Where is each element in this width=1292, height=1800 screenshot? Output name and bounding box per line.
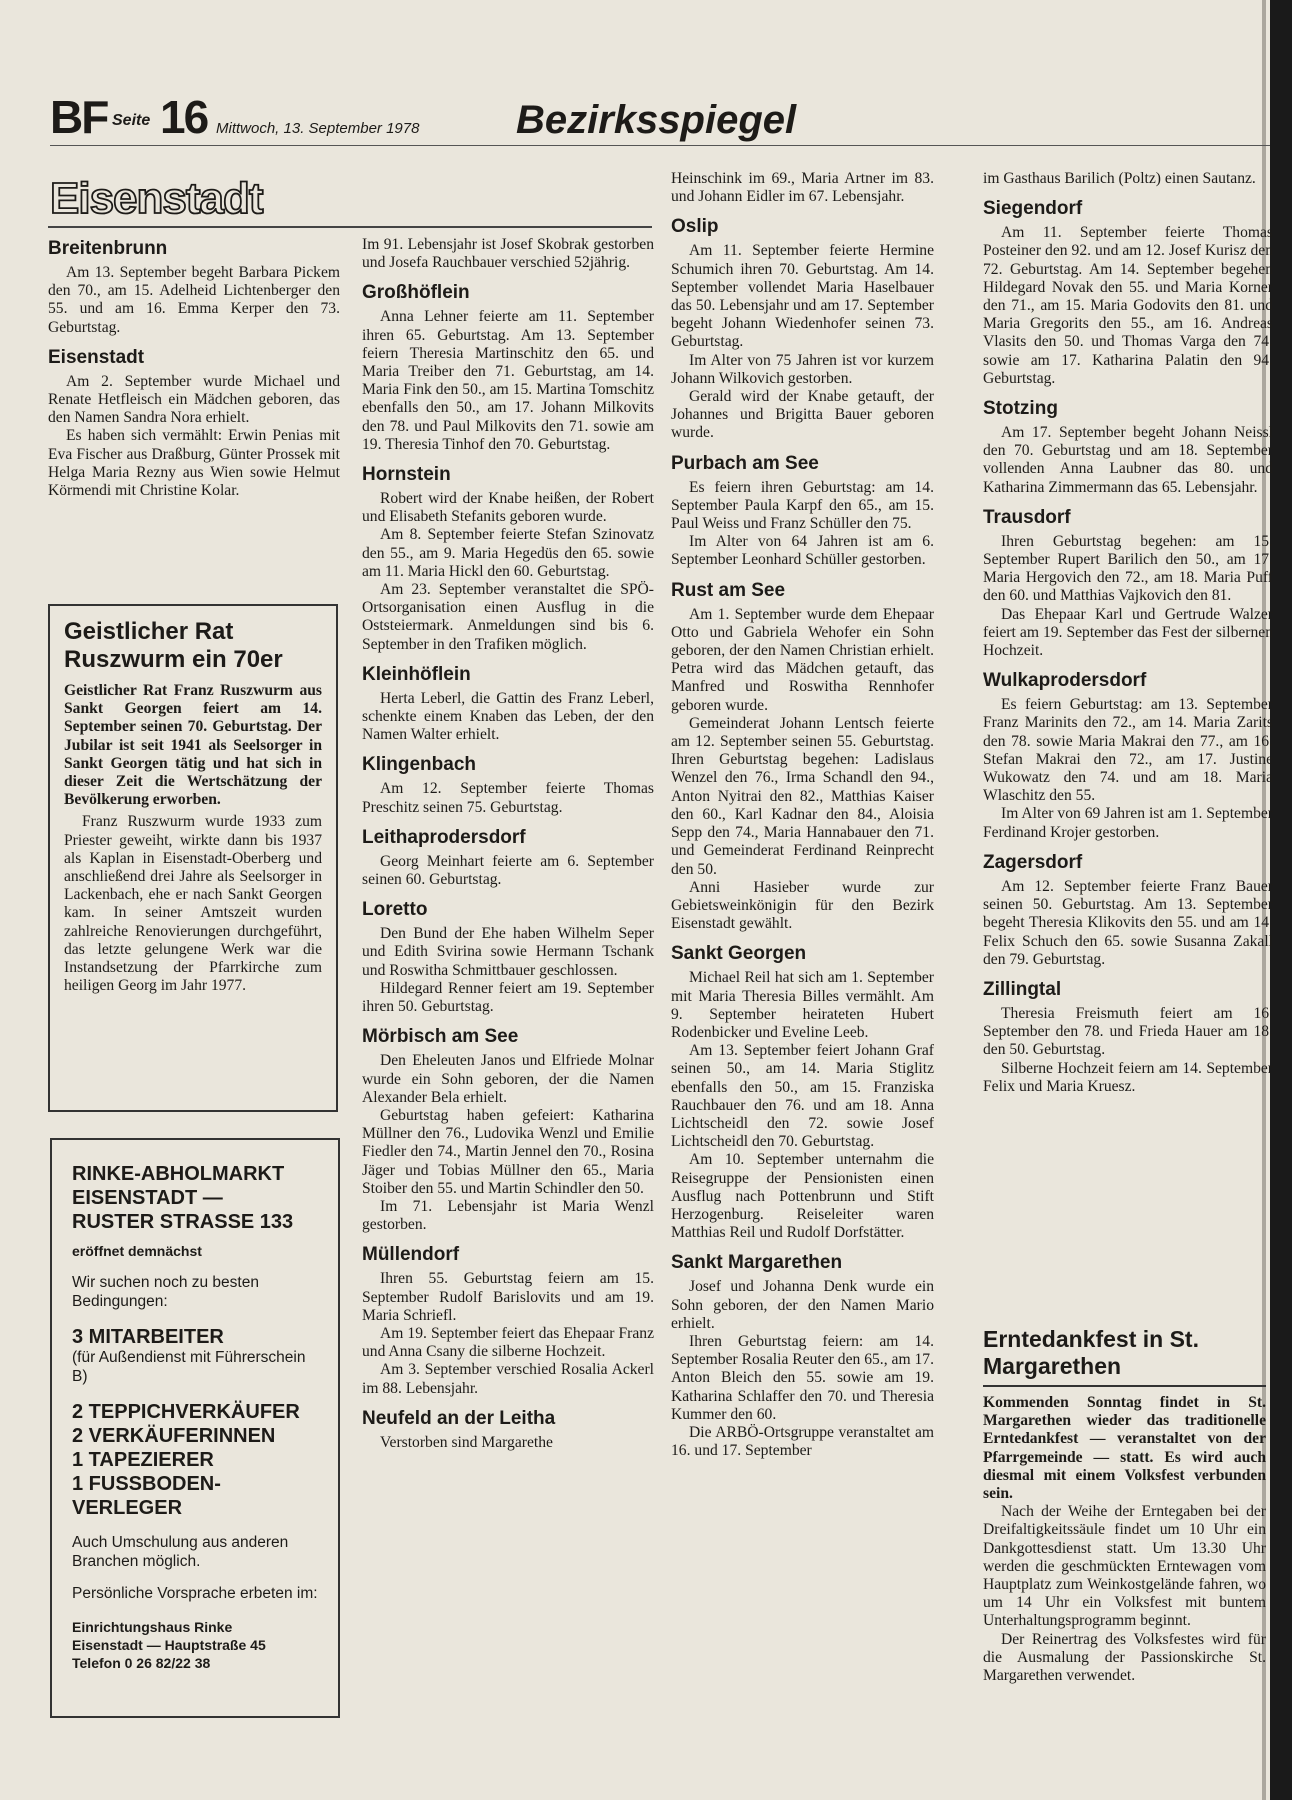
ad-title-3: RUSTER STRASSE 133 xyxy=(72,1211,294,1233)
header-rule xyxy=(50,145,1270,146)
issue-date: Mittwoch, 13. September 1978 xyxy=(216,120,420,137)
box-geistlicher-rat xyxy=(48,604,338,1112)
section-heading: Siegendorf xyxy=(983,198,1083,220)
news-section xyxy=(362,464,654,654)
section-paragraph: Es haben sich vermählt: Erwin Penias mit Eva Fischer aus Draßburg, Günter Prossek mit Helga Maria Rezny aus Wien sowie Helmut Körmendi mit Christine Kolar. xyxy=(48,427,340,500)
box-lead: Geistlicher Rat Franz Ruszwurm aus Sankt Georgen feiert am 14. September seinen 70. Geburtstag. Der Jubilar ist seit 1941 als Seelsorger in Sankt Georgen tätig und hat sich in dieser Zeit die Wertschätzung der Bevölkerung erworben. xyxy=(64,682,322,809)
section-paragraph: Gemeinderat Johann Lentsch feierte am 12. September seinen 55. Geburtstag. Ihren Geburtstag begehen: Ladislaus Wenzel den 76., Irma Schandl den 94., Anton Nyitrai den 82., Matthias Kaiser den 60., Karl Kadnar den 84., Aloisia Sepp den 74., Maria Hannabauer den 71. und Gemeinderat Ferdinand Reinprecht den 50. xyxy=(671,714,934,878)
section-paragraph: Den Eheleuten Janos und Elfriede Molnar wurde ein Sohn geboren, der die Namen Alexander Bela erhielt. xyxy=(362,1052,654,1106)
page-label: Seite xyxy=(112,112,151,129)
ad-contact-1: Einrichtungshaus Rinke xyxy=(72,1618,233,1635)
section-paragraph: Gerald wird der Knabe getauft, der Johannes und Brigitta Bauer geboren wurde. xyxy=(671,388,934,442)
section-heading: Großhöflein xyxy=(362,282,470,304)
ad-job-5: 1 FUSSBODEN-VERLEGER xyxy=(72,1473,221,1519)
section-heading: Leithaprodersdorf xyxy=(362,826,526,848)
section-paragraph: Am 1. September wurde dem Ehepaar Otto und Gabriela Wehofer ein Sohn geboren, der den Namen Christian erhielt. Petra wird das Mädchen getauft, das Manfred und Roswitha Rennhofer geboren wurde. xyxy=(671,605,934,714)
section-paragraph: Im Alter von 69 Jahren ist am 1. September Ferdinand Krojer gestorben. xyxy=(983,805,1273,841)
news-section xyxy=(983,852,1273,969)
section-heading: Sankt Georgen xyxy=(671,943,807,965)
section-paragraph: Josef und Johanna Denk wurde ein Sohn geboren, der den Namen Mario erhielt. xyxy=(671,1278,934,1332)
ad-retraining: Auch Umschulung aus anderen Branchen möglich. xyxy=(72,1534,289,1570)
ad-job-1: 3 MITARBEITER xyxy=(72,1326,224,1348)
feature-rule xyxy=(983,1385,1266,1387)
section-heading: Kleinhöflein xyxy=(362,663,471,685)
news-section xyxy=(362,236,654,272)
section-paragraph: Im Alter von 75 Jahren ist vor kurzem Johann Wilkovich gestorben. xyxy=(671,351,934,387)
section-paragraph: Die ARBÖ-Ortsgruppe veranstaltet am 16. und 17. September xyxy=(671,1423,934,1460)
section-paragraph: Herta Leberl, die Gattin des Franz Leberl, schenkte einem Knaben das Leben, der den Namen Walter erhielt. xyxy=(362,689,654,744)
section-paragraph: Am 19. September feiert das Ehepaar Franz und Anna Csany die silberne Hochzeit. xyxy=(362,1324,654,1361)
feature-paragraph-2: Der Reinertrag des Volksfestes wird für die Ausmalung der Passionskirche St. Margarethen verwendet. xyxy=(983,1630,1266,1685)
ad-opening: eröffnet demnächst xyxy=(72,1243,202,1259)
section-heading: Klingenbach xyxy=(362,754,477,776)
section-paragraph: Theresia Freismuth feiert am 16. September den 78. und Frieda Hauer am 18. den 50. Geburtstag. xyxy=(983,1004,1273,1059)
advertisement-rinke xyxy=(50,1138,340,1718)
section-paragraph: Heinschink im 69., Maria Artner im 83. und Johann Eidler im 67. Lebensjahr. xyxy=(671,170,934,206)
section-heading: Breitenbrunn xyxy=(48,238,168,259)
section-paragraph: Am 11. September feierte Thomas Posteiner den 92. und am 12. Josef Kurisz den 72. Geburtstag. Am 14. September begehen Hildegard Novak den 55. und Maria Korner den 71., am 15. Maria Godovits den 81. und Maria Gregorits den 55., am 16. Andreas Vlasits den 50. und Thomas Varga den 74. sowie am 17. Katharina Palatin den 94. Geburtstag. xyxy=(983,224,1273,387)
section-paragraph: Am 8. September feierte Stefan Szinovatz den 55., am 9. Maria Hegedüs den 65. sowie am 11. Maria Hickl den 60. Geburtstag. xyxy=(362,526,654,580)
news-section xyxy=(671,216,934,442)
section-paragraph: Ihren Geburtstag begehen: am 15. September Rupert Barilich den 50., am 17. Maria Hergovich den 72., am 18. Maria Puff den 60. und Matthias Vajkovich den 81. xyxy=(983,532,1273,605)
section-paragraph: Ihren Geburtstag feiern: am 14. September Rosalia Reuter den 65., am 17. Anton Bleich den 55. sowie am 19. Katharina Schlaffer den 70. und Theresia Kummer den 60. xyxy=(671,1332,934,1423)
section-paragraph: Am 17. September begeht Johann Neissl den 70. Geburtstag und am 18. September vollenden Anna Laubner das 80. und Katharina Zimmermann das 65. Lebensjahr. xyxy=(983,424,1273,496)
ad-job-3: 2 VERKÄUFERINNEN xyxy=(72,1425,276,1447)
section-paragraph: Silberne Hochzeit feiern am 14. September Felix und Maria Kruesz. xyxy=(983,1059,1273,1095)
section-paragraph: Den Bund der Ehe haben Wilhelm Seper und Edith Svirina sowie Hermann Tschank und Roswitha Schmittbauer geschlossen. xyxy=(362,925,654,979)
news-section xyxy=(671,170,934,206)
section-heading: Müllendorf xyxy=(362,1244,460,1266)
column-2 xyxy=(362,236,654,1452)
page-number: 16 xyxy=(160,91,208,143)
ad-job-4: 1 TAPEZIERER xyxy=(72,1449,214,1471)
news-section xyxy=(983,507,1273,660)
section-paragraph: Verstorben sind Margarethe xyxy=(380,1433,553,1451)
news-section xyxy=(983,170,1273,188)
news-section xyxy=(671,453,934,570)
page-edge-shadow xyxy=(1270,0,1292,1800)
news-section xyxy=(362,754,654,816)
section-heading: Rust am See xyxy=(671,579,786,601)
section-heading: Neufeld an der Leitha xyxy=(362,1407,556,1429)
section-heading: Hornstein xyxy=(362,464,451,486)
section-paragraph: Am 2. September wurde Michael und Renate Hetfleisch ein Mädchen geboren, das den Namen Sandra Nora erhielt. xyxy=(48,372,340,427)
box-body: Franz Ruszwurm wurde 1933 zum Priester geweiht, wirkte dann bis 1937 als Kaplan in Eisenstadt-Oberberg und anschließend drei Jahre als Seelsorger in Lackenbach, ehe er nach Sankt Georgen kam. In seiner Amtszeit wurden zahlreiche Renovierungen durchgeführt, das letzte gelungene Werk war die Instandsetzung der Pfarrkirche zum heiligen Georg im Jahr 1977. xyxy=(64,813,322,995)
district-masthead: Eisenstadt xyxy=(50,174,263,223)
section-paragraph: Es feiern Geburtstag: am 13. September Franz Marinits den 72., am 14. Maria Zarits den 78. sowie Maria Makrai den 77., am 16. Stefan Makrai den 72., am 17. Justine Wukowatz den 74. und am 18. Maria Wlaschitz den 55. xyxy=(983,696,1273,805)
column-3 xyxy=(671,170,934,1460)
section-heading: Zillingtal xyxy=(983,978,1062,1000)
section-paragraph: Im 91. Lebensjahr ist Josef Skobrak gestorben und Josefa Rauchbauer verschied 52jährig. xyxy=(362,236,654,272)
news-section xyxy=(671,580,934,934)
section-paragraph: Am 3. September verschied Rosalia Ackerl im 88. Lebensjahr. xyxy=(362,1361,654,1397)
section-heading: Purbach am See xyxy=(671,452,819,474)
section-heading: Mörbisch am See xyxy=(362,1026,519,1048)
ad-intro: Wir suchen noch zu besten Bedingungen: xyxy=(72,1274,259,1310)
section-paragraph: Anna Lehner feierte am 11. September ihren 65. Geburtstag. Am 13. September feiern Theresia Martinschitz den 65. und Maria Treiber den 71. Geburtstag, am 14. Maria Fink den 50., am 15. Martina Tomschitz ebenfalls den 50., am 17. Johann Milkovits den 78. und Paul Milkovits den 71. sowie am 19. Theresia Tinhof den 70. Geburtstag. xyxy=(362,308,654,453)
news-section xyxy=(983,979,1273,1096)
section-heading: Trausdorf xyxy=(983,506,1071,528)
section-paragraph: Am 10. September unternahm die Reisegruppe der Pensionisten einen Ausflug nach Pottenbrunn und Stift Herzogenburg. Reiseleiter waren Matthias Reil und Rudolf Dorfstätter. xyxy=(671,1151,934,1242)
section-paragraph: Am 23. September veranstaltet die SPÖ-Ortsorganisation einen Ausflug in die Oststeiermark. Anmeldungen sind bis 6. September in den Trafiken möglich. xyxy=(362,581,654,653)
section-heading: Zagersdorf xyxy=(983,851,1083,873)
section-paragraph: Geburtstag haben gefeiert: Katharina Müllner den 76., Ludovika Wenzl und Emilie Fiedler den 74., Martin Jennel den 70., Rosina Jäger und Tobias Müllner den 65., Maria Stoiber den 55. und Martin Schindler den 50. xyxy=(362,1106,654,1197)
section-heading: Eisenstadt xyxy=(48,346,145,368)
news-section xyxy=(671,1252,934,1460)
ad-job-2: 2 TEPPICHVERKÄUFER xyxy=(72,1401,300,1423)
ad-contact-2: Eisenstadt — Hauptstraße 45 xyxy=(72,1636,266,1653)
section-paragraph: Am 13. September begeht Barbara Pickem den 70., am 15. Adelheid Lichtenberger den 55. und am 16. Emma Kerper den 73. Geburtstag. xyxy=(48,264,340,336)
news-section xyxy=(362,1026,654,1234)
section-paragraph: Das Ehepaar Karl und Gertrude Walzer feiert am 19. September das Fest der silbernen Hochzeit. xyxy=(983,605,1273,660)
section-paragraph: Michael Reil hat sich am 1. September mit Maria Theresia Billes vermählt. Am 9. September heirateten Hubert Rodenbicker und Eveline Leeb. xyxy=(671,969,934,1041)
section-paragraph: Am 11. September feierte Hermine Schumich ihren 70. Geburtstag. Am 14. September vollendet Maria Haselbauer das 50. Lebensjahr und am 17. September begeht Johann Wiedenhofer seinen 73. Geburtstag. xyxy=(671,242,934,351)
section-title: Bezirksspiegel xyxy=(516,98,797,142)
news-section xyxy=(983,670,1273,842)
paper-logo: BF xyxy=(50,91,108,143)
ad-contact-intro: Persönliche Vorsprache erbeten im: xyxy=(72,1585,318,1602)
news-section xyxy=(362,899,654,1016)
ad-job-1-note: (für Außendienst mit Führerschein B) xyxy=(72,1349,306,1385)
column-4 xyxy=(983,170,1273,1096)
ad-title-2: EISENSTADT — xyxy=(72,1187,223,1209)
section-paragraph: Hildegard Renner feiert am 19. September ihren 50. Geburtstag. xyxy=(362,979,654,1016)
news-section xyxy=(48,347,340,500)
news-section xyxy=(983,198,1273,388)
ad-contact-3: Telefon 0 26 82/22 38 xyxy=(72,1654,211,1671)
feature-article xyxy=(983,1394,1266,1685)
news-section xyxy=(362,1408,654,1452)
section-paragraph: Es feiern ihren Geburtstag: am 14. September Paula Karpf den 65., am 15. Paul Weiss und Franz Schüller den 75. xyxy=(671,478,934,533)
feature-paragraph-1: Nach der Weihe der Erntegaben bei der Dreifaltigkeitssäule findet um 10 Uhr ein Dankgottesdienst statt. Um 13.30 Uhr werden die geschmückten Erntewagen vom Hauptplatz zum Weinkostgelände fahren, wo um 14 Uhr ein Volksfest mit buntem Unterhaltungsprogramm beginnt. xyxy=(983,1503,1266,1630)
column-1 xyxy=(48,176,340,500)
section-paragraph: Anni Hasieber wurde zur Gebietsweinkönigin für den Bezirk Eisenstadt gewählt. xyxy=(671,878,934,933)
section-paragraph: im Gasthaus Barilich (Poltz) einen Sautanz. xyxy=(983,170,1256,187)
page-header xyxy=(50,92,1270,144)
section-heading: Wulkaprodersdorf xyxy=(983,670,1147,692)
section-paragraph: Im 71. Lebensjahr ist Maria Wenzl gestorben. xyxy=(362,1197,654,1234)
news-section xyxy=(362,827,654,889)
feature-lead: Kommenden Sonntag findet in St. Margarethen wieder das traditionelle Erntedankfest — veranstaltet von der Pfarrgemeinde — statt. Es wird auch diesmal mit einem Volksfest verbunden sein. xyxy=(983,1394,1266,1503)
section-paragraph: Am 12. September feierte Franz Bauer seinen 50. Geburtstag. Am 13. September begeht Theresia Klikovits den 55. und am 14. Felix Schuch den 65. sowie Susanna Zakall den 79. Geburtstag. xyxy=(983,877,1273,968)
section-paragraph: Robert wird der Knabe heißen, der Robert und Elisabeth Stefanits geboren wurde. xyxy=(362,490,654,526)
news-section xyxy=(671,943,934,1242)
section-paragraph: Am 13. September feiert Johann Graf seinen 50., am 14. Maria Stiglitz ebenfalls den 50., am 15. Franziska Rauchbauer den 76. und am 18. Anna Lichtscheidl den 72. sowie Josef Lichtscheidl den 70. Geburtstag. xyxy=(671,1042,934,1151)
section-paragraph: Georg Meinhart feierte am 6. September seinen 60. Geburtstag. xyxy=(362,852,654,889)
section-heading: Loretto xyxy=(362,899,428,921)
section-heading: Oslip xyxy=(671,216,719,238)
news-section xyxy=(362,282,654,454)
box-heading: Geistlicher Rat Ruszwurm ein 70er xyxy=(64,618,283,673)
section-paragraph: Ihren 55. Geburtstag feiern am 15. September Rudolf Barislovits und am 19. Maria Schriefl. xyxy=(362,1270,654,1324)
section-paragraph: Im Alter von 64 Jahren ist am 6. September Leonhard Schüller gestorben. xyxy=(671,533,934,569)
news-section xyxy=(983,398,1273,497)
news-section xyxy=(48,238,340,337)
news-section xyxy=(362,1244,654,1397)
section-heading: Stotzing xyxy=(983,398,1058,420)
section-paragraph: Am 12. September feierte Thomas Preschitz seinen 75. Geburtstag. xyxy=(362,780,654,816)
ad-title-1: RINKE-ABHOLMARKT xyxy=(72,1163,285,1185)
news-section xyxy=(362,664,654,745)
section-heading: Sankt Margarethen xyxy=(671,1252,843,1274)
feature-heading: Erntedankfest in St. Margarethen xyxy=(983,1326,1199,1379)
